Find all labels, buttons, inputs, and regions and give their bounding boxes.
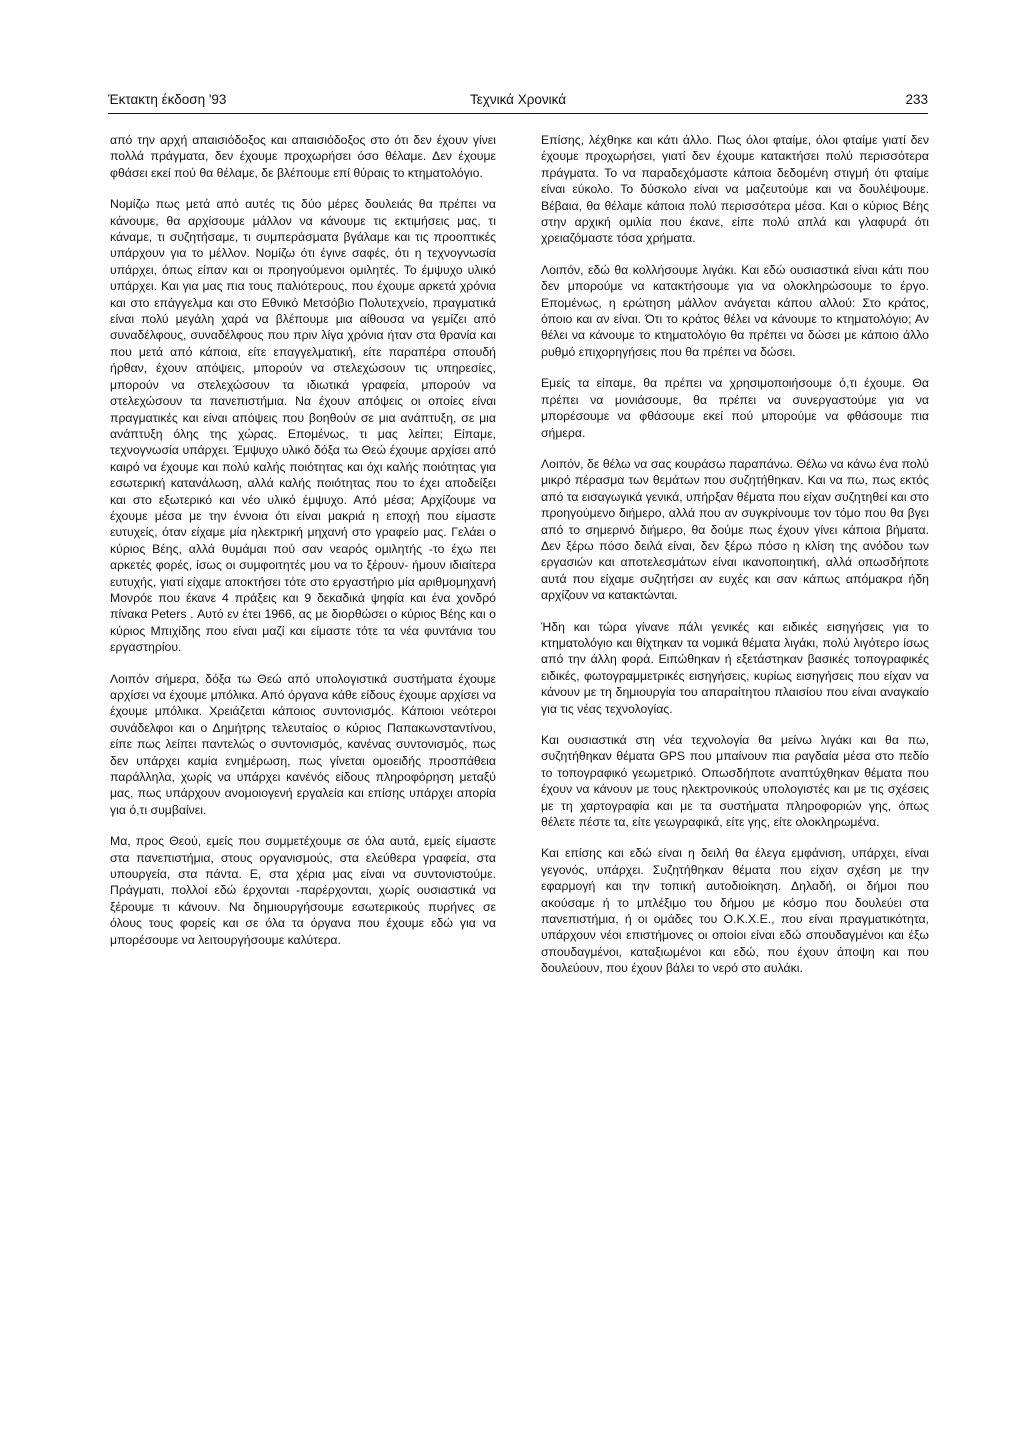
paragraph: Λοιπόν σήμερα, δόξα τω Θεώ από υπολογιστικά συστήματα έχουμε αρχίσει να έχουμε μπόλικα. Από όργανα κάθε είδους έχουμε αρχίσει να έχουμε μπόλικα. Χρειάζεται κάποιος συντονισμός. Κάποιοι νεότεροι συνάδελφοι και ο Δημήτρης τελευταίος ο κύριος Παπακωνσταντίνου, είπε πως λείπει παντελώς ο συντονισμός, κανένας συντονισμός, πως δεν υπάρχει καμία ενημέρωση, πως γίνεται ομοειδής προσπάθεια παράλληλα, χωρίς να υπάρχει κανένός είδους πληροφόρηση μεταξύ μας, πως υπάρχουν ανομοιογενή εργαλεία και επίσης υπάρχει απορία για ό,τι συμβαίνει. <box>110 671 496 817</box>
paragraph: Και ουσιαστικά στη νέα τεχνολογία θα μείνω λιγάκι και θα πω, συζητήθηκαν θέματα GPS που μπαίνουν πια ραγδαία μέσα στο πεδίο το τοπογραφικό γεωμετρικό. Οπωσδήποτε αναπτύχθηκαν θέματα που έχουν να κάνουν με τους ηλεκτρονικούς υπολογιστές και με τις σχέσεις με τη χαρτογραφία και με τα συστήματα πληροφοριών γης, όπως θέλετε πέστε τα, είτε γεωγραφικά, είτε γης, είτε ολοκληρωμένα. <box>541 733 929 830</box>
edition-label: Έκτακτη έκδοση '93 <box>108 92 227 107</box>
paragraph: Επίσης, λέχθηκε και κάτι άλλο. Πως όλοι φταίμε, όλοι φταίμε γιατί δεν έχουμε προχωρήσει, γιατί δεν έχουμε κατακτήσει πολύ περισσότερα πράγματα. Το να παραδεχόμαστε κάποια δεδομένη στιγμή ότι φταίμε είναι εύκολο. Το δύσκολο είναι να μαζευτούμε και να δουλέψουμε. Βέβαια, θα θέλαμε κάποια πολύ περισσότερα μέσα. Και ο κύριος Βέης στην αρχική ομιλία που έκανε, είπε πολύ απλά και γλαφυρά ότι χρειαζόμαστε τόσα χρήματα. <box>541 133 929 246</box>
page-number: 233 <box>905 92 928 107</box>
paragraph: Ήδη και τώρα γίνανε πάλι γενικές και ειδικές εισηγήσεις για το κτηματολόγιο και θίχτηκαν τα νομικά θέματα λιγάκι, πολύ λιγότερο ίσως από την άλλη φορά. Ειπώθηκαν ή εξετάστηκαν βασικές τοπογραφικές ειδικές, φωτογραμμετρικές εισηγήσεις, κυρίως εισηγήσεις που είχαν να κάνουν με τη δημιουργία του απαραίτητου πλαισίου που είναι αναγκαίο για τις νέας τεχνολογίας. <box>541 619 929 716</box>
running-header <box>108 92 928 114</box>
journal-title: Τεχνικά Χρονικά <box>469 92 567 107</box>
paragraph: Μα, προς Θεού, εμείς που συμμετέχουμε σε όλα αυτά, εμείς είμαστε στα πανεπιστήμια, στους οργανισμούς, στα ελεύθερα γραφεία, στα υπουργεία, στα πάντα. Ε, στα χέρια μας είναι να συντονιστούμε. Πράγματι, πολλοί εδώ έρχονται -παρέρχονται, χωρίς ουσιαστικά να ξέρουμε τι κάνουν. Να δημιουργήσουμε εσωτερικούς πυρήνες σε όλους τους φορείς και σε όλα τα όργανα που έχουμε εδώ για να μπορέσουμε να λειτουργήσουμε καλύτερα. <box>110 834 496 947</box>
paragraph: Λοιπόν, δε θέλω να σας κουράσω παραπάνω. Θέλω να κάνω ένα πολύ μικρό πέρασμα των θεμάτων που συζητήθηκαν. Και να πω, πως εκτός από τα εισαγωγικά γενικά, υπήρξαν θέματα που είχαν συζητηθεί και στο προηγούμενο διήμερο, αλλά που αν συγκρίνουμε τον τόμο που θα βγει από το σημερινό διήμερο, θα δούμε πως έχουν γίνει κάποια βήματα. Δεν ξέρω πόσο δειλά είναι, δεν ξέρω πόσο η κλίση της ανόδου των εργασιών και αποτελεσμάτων είναι ικανοποιητική, αλλά οπωσδήποτε αυτά που είχαμε συζητήσει αν ευχές και σαν κάπως απόμακρα ήδη αρχίζουν να κατακτώνται. <box>541 456 929 603</box>
header-rule <box>108 113 928 114</box>
paragraph: Λοιπόν, εδώ θα κολλήσουμε λιγάκι. Και εδώ ουσιαστικά είναι κάτι που δεν μπορούμε να κατακτήσουμε για να ολοκληρώσουμε το έργο. Επομένως, η ερώτηση μάλλον ανάγεται κάπου αλλού: Στο κράτος, όποιο και αν είναι. Ότι το κράτος θέλει να κάνουμε το κτηματολόγιο; Αν θέλει να κάνουμε το κτηματολόγιο θα πρέπει να δώσει με κάποιο άλλο ρυθμό επιχορηγήσεις που θα πρέπει να δώσει. <box>541 262 929 359</box>
paragraph: Εμείς τα είπαμε, θα πρέπει να χρησιμοποιήσουμε ό,τι έχουμε. Θα πρέπει να μονιάσουμε, θα πρέπει να συνεργαστούμε για να μπορέσουμε να φθάσουμε εκεί πού μπορούμε να φθάσουμε πια σήμερα. <box>541 376 929 440</box>
right-column <box>541 132 929 992</box>
paragraph: Και επίσης και εδώ είναι η δειλή θα έλεγα εμφάνιση, υπάρχει, είναι γεγονός, υπάρχει. Συζητήθηκαν θέματα που είχαν σχέση με την εφαρμογή και την τοπική αυτοδιοίκηση. Δηλαδή, οι δήμοι που ακούσαμε ή το μπλέξιμο του δήμου με κόσμο που δουλεύει στα πανεπιστήμια, ή οι ομάδες του Ο.Κ.Χ.Ε., που είναι πραγματικότητα, υπάρχουν νέοι επιστήμονες οι οποίοι είναι εδώ σπουδαγμένοι και έξω σπουδαγμένοι, καταξιωμένοι και εδώ, που έχουν άποψη και που δουλεύουν, που έχουν βάλει το νερό στο αυλάκι. <box>541 846 929 976</box>
left-column <box>110 132 496 963</box>
paragraph: Νομίζω πως μετά από αυτές τις δύο μέρες δουλειάς θα πρέπει να κάνουμε, θα αρχίσουμε μάλλον να κάνουμε τις εκτιμήσεις μας, τι κάναμε, τι συζητήσαμε, τι συμπεράσματα βγάλαμε και τις προοπτικές υπάρχουν για το μέλλον. Νομίζω ότι έγινε σαφές, ότι η τεχνογνωσία υπάρχει, όπως είπαν και οι προηγούμενοι ομιλητές. Το έμψυχο υλικό υπάρχει. Και για μας πια τους παλιότερους, που έχουμε αρκετά χρόνια και στο επάγγελμα και στο Εθνικό Μετσόβιο Πολυτεχνείο, πραγματικά είναι πολύ μεγάλη χαρά να βλέπουμε μια αίθουσα να γεμίζει από συναδέλφους, συναδέλφους που πριν λίγα χρόνια ήταν στα θρανία και που μετά από κάποια, είτε επαγγελματική, είτε παραπέρα σπουδή ήρθαν, έχουν απόψεις, μπορούν να στελεχώσουν τις υπηρεσίες, μπορούν να στελεχώσουν τα ιδιωτικά γραφεία, μπορούν να στελεχώσουν τα πανεπιστήμια. Να έχουν απόψεις οι οποίες είναι πραγματικές και είναι απόψεις που βοηθούν σε μια ανάπτυξη, σε μια ανάπτυξη όλης της χώρας. Επομένως, τι μας λείπει; Είπαμε, τεχνογνωσία υπάρχει. Έμψυχο υλικό δόξα τω Θεώ έχουμε αρχίσει από καιρό να έχουμε και πολύ καλής ποιότητας και όχι καλής ποιότητας για εσωτερική κατανάλωση, αλλά καλής ποιότητας που το έχει αποδείξει και στο εξωτερικό και νέο υλικό έμψυχο. Από μέσα; Αρχίζουμε να έχουμε μέσα με την έννοια ότι είναι μακριά η εποχή που είμαστε ευτυχείς, όταν είχαμε μία ηλεκτρική μηχανή στο γραφείο μας. Γελάει ο κύριος Βέης, αλλά θυμάμαι πού σαν νεαρός ομιλητής -το έχω πει αρκετές φορές, ίσως οι συμφοιτητές μου να το ξέρουν- ήμουν ιδιαίτερα ευτυχής, γιατί είχαμε αποκτήσει τότε στο εργαστήριο μία αριθμομηχανή Μονρόε που έκανε 4 πράξεις και 9 δεκαδικά ψηφία και ένα χονδρό πίνακα Peters . Αυτό εν έτει 1966, ας με διορθώσει ο κύριος Βέης και ο κύριος Μπιχίδης που είναι μαζί και είμαστε τότε τα νέα φυντάνια του εργαστηρίου. <box>110 197 496 655</box>
paragraph: από την αρχή απαισιόδοξος και απαισιόδοξος στο ότι δεν έχουν γίνει πολλά πράγματα, δεν έχουμε προχωρήσει όσο θέλαμε. Δεν έχουμε φθάσει εκεί πού θα θέλαμε, δε βλέπουμε επί θύραις το κτηματολόγιο. <box>110 133 496 180</box>
